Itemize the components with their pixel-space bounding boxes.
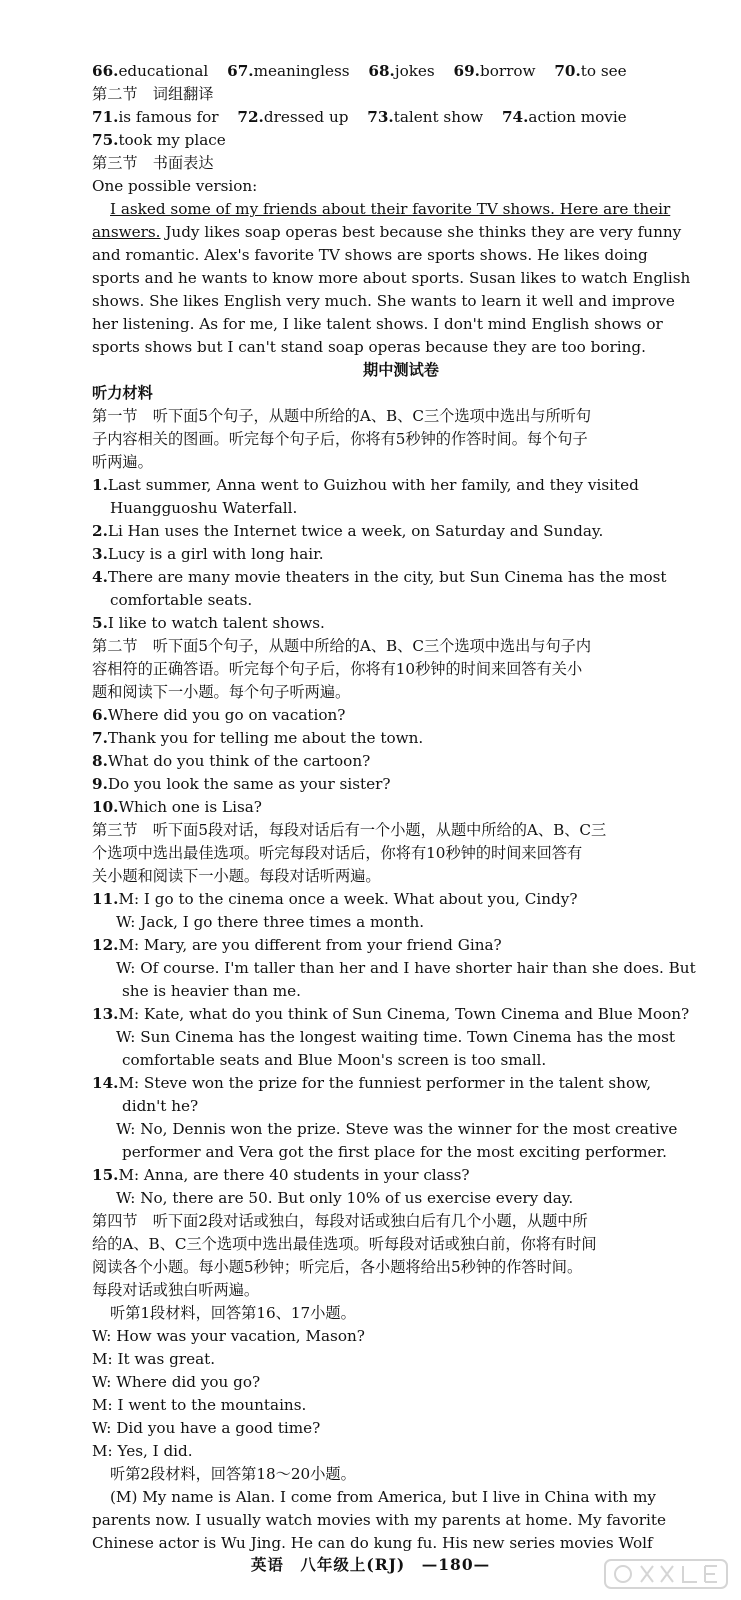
underlined-text: answers. bbox=[92, 223, 161, 241]
essay-line-5: shows. She likes English very much. She wants to learn it well and improve bbox=[92, 292, 675, 310]
question-15-reply: W: No, there are 50. But only 10% of us exercise every day. bbox=[116, 1189, 574, 1207]
part1-instructions-2: 子内容相关的图画。听完每个句子后，你将有5秒钟的作答时间。每个句子 bbox=[92, 430, 588, 448]
question-1-cont: Huangguoshu Waterfall. bbox=[110, 499, 298, 517]
question-14-reply: W: No, Dennis won the prize. Steve was the winner for the most creative bbox=[116, 1120, 678, 1138]
essay-text: Judy likes soap operas best because she thinks they are very funny bbox=[160, 223, 682, 241]
question-1 bbox=[92, 474, 710, 497]
question-text: What do you think of the cartoon? bbox=[107, 752, 371, 770]
question-13-reply: W: Sun Cinema has the longest waiting time. Town Cinema has the most bbox=[116, 1028, 675, 1046]
question-text: Lucy is a girl with long hair. bbox=[107, 545, 324, 563]
dialogue-line: M: Yes, I did. bbox=[92, 1442, 193, 1460]
question-15 bbox=[92, 1164, 710, 1187]
part3-instructions-3: 关小题和阅读下一小题。每段对话听两遍。 bbox=[92, 867, 381, 885]
answer-text: borrow bbox=[479, 62, 536, 80]
essay-line-2 bbox=[92, 221, 710, 244]
midterm-title: 期中测试卷 bbox=[363, 361, 439, 379]
question-14-reply-cont: performer and Vera got the first place for the most exciting performer. bbox=[122, 1143, 667, 1161]
item-number: 1. bbox=[92, 476, 108, 494]
item-number: 7. bbox=[92, 729, 108, 747]
part4-instructions-1: 第四节 听下面2段对话或独白，每段对话或独白后有几个小题，从题中所 bbox=[92, 1212, 588, 1230]
item-number: 11. bbox=[92, 890, 119, 908]
item-number: 4. bbox=[92, 568, 108, 586]
item-number: 12. bbox=[92, 936, 119, 954]
question-13-reply-cont: comfortable seats and Blue Moon's screen is too small. bbox=[122, 1051, 547, 1069]
part3-instructions-2: 个选项中选出最佳选项。听完每段对话后，你将有10秒钟的时间来回答有 bbox=[92, 844, 583, 862]
answer-row-75 bbox=[92, 129, 710, 152]
page-footer: 英语 八年级上(RJ) —180— bbox=[250, 1555, 491, 1574]
item-number: 15. bbox=[92, 1166, 119, 1184]
answer-text: talent show bbox=[393, 108, 484, 126]
part2-instructions-3: 题和阅读下一小题。每个句子听两遍。 bbox=[92, 683, 351, 701]
answer-text: is famous for bbox=[118, 108, 219, 126]
item-number: 69. bbox=[453, 62, 480, 80]
part1-instructions-3: 听两遍。 bbox=[92, 453, 153, 471]
question-11 bbox=[92, 888, 710, 911]
answer-text: meaningless bbox=[253, 62, 350, 80]
answer-text: educational bbox=[118, 62, 209, 80]
part4-instructions-2: 给的A、B、C三个选项中选出最佳选项。听每段对话或独白前，你将有时间 bbox=[92, 1235, 597, 1253]
section-heading-3: 第三节 书面表达 bbox=[92, 154, 214, 172]
dialogue-text: M: I go to the cinema once a week. What about you, Cindy? bbox=[118, 890, 578, 908]
item-number: 68. bbox=[368, 62, 395, 80]
watermark-logo-icon bbox=[601, 1554, 731, 1594]
item-number: 71. bbox=[92, 108, 119, 126]
item-number: 75. bbox=[92, 131, 119, 149]
dialogue-line: M: It was great. bbox=[92, 1350, 216, 1368]
dialogue-line: M: I went to the mountains. bbox=[92, 1396, 307, 1414]
item-number: 2. bbox=[92, 522, 108, 540]
answer-row-71-74 bbox=[92, 106, 710, 129]
part1-instructions-1: 第一节 听下面5个句子，从题中所给的A、B、C三个选项中选出与所听句 bbox=[92, 407, 592, 425]
item-number: 73. bbox=[367, 108, 394, 126]
section-heading-2: 第二节 词组翻译 bbox=[92, 85, 214, 103]
item-number: 10. bbox=[92, 798, 119, 816]
question-10 bbox=[92, 796, 710, 819]
item-number: 13. bbox=[92, 1005, 119, 1023]
question-text: There are many movie theaters in the city, but Sun Cinema has the most bbox=[107, 568, 667, 586]
question-5 bbox=[92, 612, 710, 635]
dialogue-line: W: Did you have a good time? bbox=[92, 1419, 321, 1437]
question-4-cont: comfortable seats. bbox=[110, 591, 253, 609]
question-13 bbox=[92, 1003, 710, 1026]
question-6 bbox=[92, 704, 710, 727]
item-number: 9. bbox=[92, 775, 108, 793]
essay-line-4: sports and he wants to know more about sports. Susan likes to watch English bbox=[92, 269, 691, 287]
question-3 bbox=[92, 543, 710, 566]
listening-heading: 听力材料 bbox=[92, 384, 153, 402]
page-content bbox=[92, 60, 710, 1555]
monologue-line-2: parents now. I usually watch movies with my parents at home. My favorite bbox=[92, 1511, 666, 1529]
question-text: I like to watch talent shows. bbox=[107, 614, 325, 632]
monologue-line-1: (M) My name is Alan. I come from America, but I live in China with my bbox=[110, 1488, 656, 1506]
question-14-cont: didn't he? bbox=[122, 1097, 199, 1115]
part3-instructions-1: 第三节 听下面5段对话，每段对话后有一个小题，从题中所给的A、B、C三 bbox=[92, 821, 607, 839]
question-4 bbox=[92, 566, 710, 589]
dialogue-text: M: Anna, are there 40 students in your class? bbox=[118, 1166, 470, 1184]
question-7 bbox=[92, 727, 710, 750]
item-number: 66. bbox=[92, 62, 119, 80]
question-9 bbox=[92, 773, 710, 796]
question-text: Thank you for telling me about the town. bbox=[107, 729, 424, 747]
item-number: 8. bbox=[92, 752, 108, 770]
answer-row-66-70 bbox=[92, 60, 710, 83]
part4-instructions-3: 阅读各个小题。每小题5秒钟；听完后，各小题将给出5秒钟的作答时间。 bbox=[92, 1258, 583, 1276]
dialogue-text: M: Mary, are you different from your friend Gina? bbox=[118, 936, 502, 954]
answer-text: to see bbox=[580, 62, 627, 80]
item-number: 5. bbox=[92, 614, 108, 632]
monologue-line-3: Chinese actor is Wu Jing. He can do kung fu. His new series movies Wolf bbox=[92, 1534, 653, 1552]
item-number: 3. bbox=[92, 545, 108, 563]
item-number: 70. bbox=[554, 62, 581, 80]
essay-line-6: her listening. As for me, I like talent shows. I don't mind English shows or bbox=[92, 315, 663, 333]
question-12 bbox=[92, 934, 710, 957]
question-12-reply: W: Of course. I'm taller than her and I have shorter hair than she does. But bbox=[116, 959, 696, 977]
dialogue-line: W: Where did you go? bbox=[92, 1373, 261, 1391]
material-1-heading: 听第1段材料，回答第16、17小题。 bbox=[110, 1304, 356, 1322]
item-number: 74. bbox=[501, 108, 529, 126]
answer-text: jokes bbox=[394, 62, 435, 80]
question-text: Do you look the same as your sister? bbox=[107, 775, 391, 793]
item-number: 6. bbox=[92, 706, 108, 724]
item-number: 72. bbox=[237, 108, 264, 126]
part2-instructions-2: 容相符的正确答语。听完每个句子后，你将有10秒钟的时间来回答有关小 bbox=[92, 660, 583, 678]
question-14 bbox=[92, 1072, 710, 1095]
dialogue-line: W: How was your vacation, Mason? bbox=[92, 1327, 365, 1345]
essay-line-7: sports shows but I can't stand soap operas because they are too boring. bbox=[92, 338, 646, 356]
material-2-heading: 听第2段材料，回答第18～20小题。 bbox=[110, 1465, 356, 1483]
question-text: Which one is Lisa? bbox=[118, 798, 262, 816]
question-text: Last summer, Anna went to Guizhou with her family, and they visited bbox=[107, 476, 639, 494]
question-text: Where did you go on vacation? bbox=[107, 706, 346, 724]
part4-instructions-4: 每段对话或独白听两遍。 bbox=[92, 1281, 260, 1299]
question-2 bbox=[92, 520, 710, 543]
item-number: 67. bbox=[227, 62, 254, 80]
question-11-reply: W: Jack, I go there three times a month. bbox=[116, 913, 425, 931]
answer-text: dressed up bbox=[263, 108, 349, 126]
item-number: 14. bbox=[92, 1074, 119, 1092]
underlined-text: I asked some of my friends about their favorite TV shows. Here are their bbox=[110, 200, 671, 218]
answer-text: took my place bbox=[118, 131, 226, 149]
question-text: Li Han uses the Internet twice a week, on Saturday and Sunday. bbox=[107, 522, 604, 540]
question-12-reply-cont: she is heavier than me. bbox=[122, 982, 301, 1000]
question-8 bbox=[92, 750, 710, 773]
dialogue-text: M: Kate, what do you think of Sun Cinema, Town Cinema and Blue Moon? bbox=[118, 1005, 690, 1023]
possible-version-label: One possible version: bbox=[92, 177, 258, 195]
part2-instructions-1: 第二节 听下面5个句子，从题中所给的A、B、C三个选项中选出与句子内 bbox=[92, 637, 592, 655]
essay-line-3: and romantic. Alex's favorite TV shows are sports shows. He likes doing bbox=[92, 246, 648, 264]
dialogue-text: M: Steve won the prize for the funniest performer in the talent show, bbox=[118, 1074, 652, 1092]
essay-line-1 bbox=[92, 198, 710, 221]
answer-text: action movie bbox=[528, 108, 627, 126]
